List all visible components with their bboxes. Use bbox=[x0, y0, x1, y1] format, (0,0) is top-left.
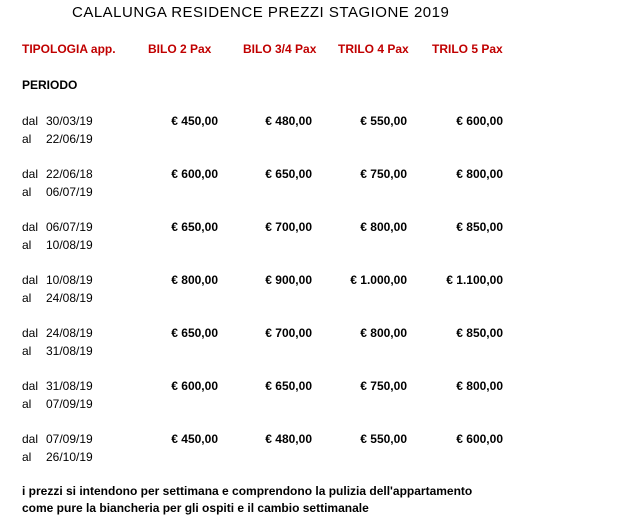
table-row bbox=[0, 167, 621, 203]
price-trilo-4: € 750,00 bbox=[360, 379, 407, 393]
table-row bbox=[0, 326, 621, 362]
table-row bbox=[0, 114, 621, 150]
price-bilo-3-4: € 650,00 bbox=[265, 167, 312, 181]
price-trilo-5: € 600,00 bbox=[456, 432, 503, 446]
dal-label: dal bbox=[22, 220, 39, 234]
dal-label: dal bbox=[22, 273, 39, 287]
price-bilo-3-4: € 900,00 bbox=[265, 273, 312, 287]
date-to: 22/06/19 bbox=[46, 132, 93, 146]
al-label: al bbox=[22, 450, 32, 464]
tipologia-header: TIPOLOGIA app. bbox=[22, 42, 116, 56]
periodo-label: PERIODO bbox=[22, 78, 78, 92]
price-trilo-5: € 600,00 bbox=[456, 114, 503, 128]
price-trilo-5: € 850,00 bbox=[456, 220, 503, 234]
column-header-trilo-5: TRILO 5 Pax bbox=[432, 42, 503, 56]
column-header-trilo-4: TRILO 4 Pax bbox=[338, 42, 409, 56]
price-bilo-3-4: € 700,00 bbox=[265, 220, 312, 234]
date-from: 30/03/19 bbox=[46, 114, 93, 128]
dal-label: dal bbox=[22, 379, 39, 393]
price-bilo-3-4: € 480,00 bbox=[265, 114, 312, 128]
date-to: 06/07/19 bbox=[46, 185, 93, 199]
dal-label: dal bbox=[22, 326, 39, 340]
table-row bbox=[0, 432, 621, 468]
price-bilo-3-4: € 480,00 bbox=[265, 432, 312, 446]
date-from: 31/08/19 bbox=[46, 379, 93, 393]
date-from: 10/08/19 bbox=[46, 273, 93, 287]
price-trilo-4: € 550,00 bbox=[360, 114, 407, 128]
price-bilo-3-4: € 650,00 bbox=[265, 379, 312, 393]
date-to: 26/10/19 bbox=[46, 450, 93, 464]
price-trilo-4: € 750,00 bbox=[360, 167, 407, 181]
al-label: al bbox=[22, 238, 32, 252]
date-from: 06/07/19 bbox=[46, 220, 93, 234]
price-trilo-4: € 800,00 bbox=[360, 220, 407, 234]
date-from: 07/09/19 bbox=[46, 432, 93, 446]
price-bilo-2: € 450,00 bbox=[171, 114, 218, 128]
page-title: CALALUNGA RESIDENCE PREZZI STAGIONE 2019 bbox=[72, 4, 450, 21]
footer-note-line-1: i prezzi si intendono per settimana e comprendono la pulizia dell'appartamento bbox=[22, 484, 473, 498]
dal-label: dal bbox=[22, 167, 39, 181]
price-trilo-5: € 1.100,00 bbox=[446, 273, 503, 287]
column-header-bilo-3-4: BILO 3/4 Pax bbox=[243, 42, 317, 56]
dal-label: dal bbox=[22, 432, 39, 446]
price-bilo-2: € 450,00 bbox=[171, 432, 218, 446]
price-trilo-4: € 550,00 bbox=[360, 432, 407, 446]
price-bilo-2: € 650,00 bbox=[171, 326, 218, 340]
price-bilo-2: € 650,00 bbox=[171, 220, 218, 234]
al-label: al bbox=[22, 185, 32, 199]
price-trilo-5: € 800,00 bbox=[456, 379, 503, 393]
column-header-bilo-2: BILO 2 Pax bbox=[148, 42, 212, 56]
date-to: 10/08/19 bbox=[46, 238, 93, 252]
al-label: al bbox=[22, 291, 32, 305]
table-row bbox=[0, 273, 621, 309]
price-bilo-3-4: € 700,00 bbox=[265, 326, 312, 340]
al-label: al bbox=[22, 397, 32, 411]
price-trilo-4: € 1.000,00 bbox=[350, 273, 407, 287]
date-to: 07/09/19 bbox=[46, 397, 93, 411]
al-label: al bbox=[22, 132, 32, 146]
al-label: al bbox=[22, 344, 32, 358]
date-from: 24/08/19 bbox=[46, 326, 93, 340]
price-trilo-4: € 800,00 bbox=[360, 326, 407, 340]
footer-note-line-2: come pure la biancheria per gli ospiti e il cambio settimanale bbox=[22, 501, 369, 515]
date-to: 24/08/19 bbox=[46, 291, 93, 305]
dal-label: dal bbox=[22, 114, 39, 128]
price-bilo-2: € 600,00 bbox=[171, 379, 218, 393]
price-bilo-2: € 800,00 bbox=[171, 273, 218, 287]
date-from: 22/06/18 bbox=[46, 167, 93, 181]
price-trilo-5: € 850,00 bbox=[456, 326, 503, 340]
price-trilo-5: € 800,00 bbox=[456, 167, 503, 181]
date-to: 31/08/19 bbox=[46, 344, 93, 358]
table-row bbox=[0, 220, 621, 256]
table-row bbox=[0, 379, 621, 415]
price-bilo-2: € 600,00 bbox=[171, 167, 218, 181]
